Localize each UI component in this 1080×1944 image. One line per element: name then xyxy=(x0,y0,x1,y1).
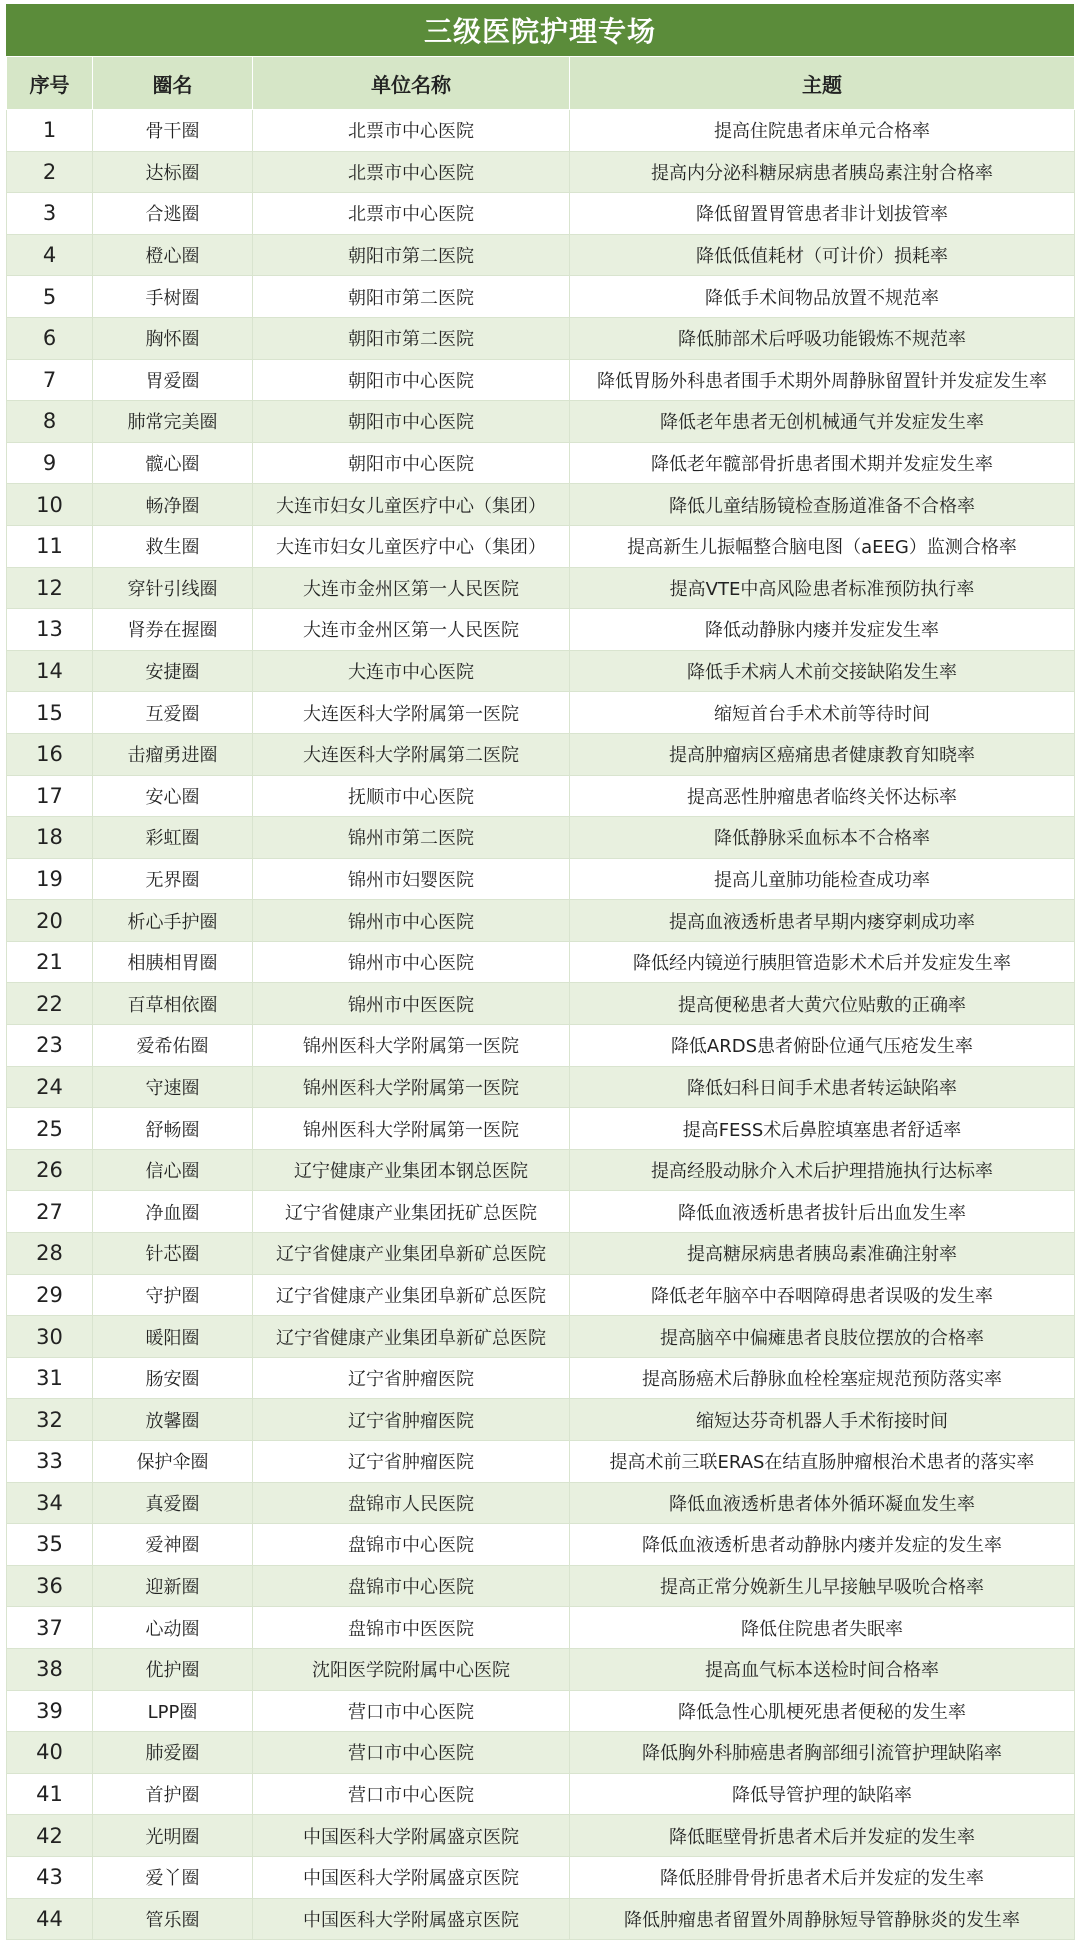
table-row xyxy=(7,1524,1075,1566)
table-row xyxy=(7,1399,1075,1441)
table-row xyxy=(7,484,1075,526)
cell-topic: 降低胃肠外科患者围手术期外周静脉留置针并发症发生率 xyxy=(570,359,1075,401)
cell-circle-name: 真爱圈 xyxy=(93,1482,253,1524)
table-row xyxy=(7,983,1075,1025)
cell-circle-name: 无界圈 xyxy=(93,858,253,900)
cell-circle-name: 胃爱圈 xyxy=(93,359,253,401)
cell-circle-name: 互爱圈 xyxy=(93,692,253,734)
cell-index: 14 xyxy=(7,650,93,692)
cell-unit-name: 锦州市中心医院 xyxy=(253,941,570,983)
cell-topic: 降低胫腓骨骨折患者术后并发症的发生率 xyxy=(570,1856,1075,1898)
cell-index: 9 xyxy=(7,442,93,484)
table-row xyxy=(7,567,1075,609)
cell-index: 24 xyxy=(7,1066,93,1108)
cell-index: 41 xyxy=(7,1773,93,1815)
cell-circle-name: 爱丫圈 xyxy=(93,1856,253,1898)
cell-unit-name: 营口市中心医院 xyxy=(253,1690,570,1732)
cell-circle-name: 穿针引线圈 xyxy=(93,567,253,609)
cell-index: 43 xyxy=(7,1856,93,1898)
cell-unit-name: 朝阳市第二医院 xyxy=(253,317,570,359)
cell-unit-name: 中国医科大学附属盛京医院 xyxy=(253,1815,570,1857)
cell-circle-name: 手树圈 xyxy=(93,276,253,318)
cell-circle-name: 优护圈 xyxy=(93,1648,253,1690)
table-row xyxy=(7,193,1075,235)
cell-unit-name: 营口市中心医院 xyxy=(253,1732,570,1774)
cell-index: 10 xyxy=(7,484,93,526)
table-row xyxy=(7,817,1075,859)
table-header-row xyxy=(7,57,1075,110)
cell-unit-name: 锦州市妇婴医院 xyxy=(253,858,570,900)
table-row xyxy=(7,110,1075,152)
table-row xyxy=(7,1233,1075,1275)
cell-unit-name: 北票市中心医院 xyxy=(253,110,570,152)
table-row xyxy=(7,1274,1075,1316)
cell-index: 6 xyxy=(7,317,93,359)
cell-index: 17 xyxy=(7,775,93,817)
column-header-index: 序号 xyxy=(7,57,93,110)
cell-topic: 提高术前三联ERAS在结直肠肿瘤根治术患者的落实率 xyxy=(570,1441,1075,1483)
table-row xyxy=(7,317,1075,359)
table-row xyxy=(7,442,1075,484)
cell-index: 22 xyxy=(7,983,93,1025)
cell-circle-name: 暖阳圈 xyxy=(93,1316,253,1358)
table-body xyxy=(7,110,1075,1940)
cell-circle-name: 守护圈 xyxy=(93,1274,253,1316)
cell-topic: 降低经内镜逆行胰胆管造影术术后并发症发生率 xyxy=(570,941,1075,983)
cell-index: 42 xyxy=(7,1815,93,1857)
table-row xyxy=(7,1856,1075,1898)
table-row xyxy=(7,1066,1075,1108)
cell-circle-name: LPP圈 xyxy=(93,1690,253,1732)
table-row xyxy=(7,692,1075,734)
table-row xyxy=(7,1357,1075,1399)
cell-topic: 降低手术间物品放置不规范率 xyxy=(570,276,1075,318)
cell-index: 33 xyxy=(7,1441,93,1483)
cell-circle-name: 胸怀圈 xyxy=(93,317,253,359)
cell-topic: 提高恶性肿瘤患者临终关怀达标率 xyxy=(570,775,1075,817)
cell-circle-name: 心动圈 xyxy=(93,1607,253,1649)
cell-circle-name: 达标圈 xyxy=(93,151,253,193)
cell-unit-name: 大连医科大学附属第二医院 xyxy=(253,733,570,775)
cell-topic: 缩短首台手术术前等待时间 xyxy=(570,692,1075,734)
cell-topic: 提高血气标本送检时间合格率 xyxy=(570,1648,1075,1690)
cell-index: 28 xyxy=(7,1233,93,1275)
cell-circle-name: 击瘤勇进圈 xyxy=(93,733,253,775)
cell-index: 26 xyxy=(7,1149,93,1191)
cell-index: 44 xyxy=(7,1898,93,1940)
cell-circle-name: 肾券在握圈 xyxy=(93,609,253,651)
table-row xyxy=(7,1815,1075,1857)
cell-index: 35 xyxy=(7,1524,93,1566)
cell-topic: 提高内分泌科糖尿病患者胰岛素注射合格率 xyxy=(570,151,1075,193)
cell-circle-name: 首护圈 xyxy=(93,1773,253,1815)
table-row xyxy=(7,1648,1075,1690)
cell-unit-name: 中国医科大学附属盛京医院 xyxy=(253,1856,570,1898)
cell-index: 34 xyxy=(7,1482,93,1524)
cell-unit-name: 大连市金州区第一人民医院 xyxy=(253,609,570,651)
cell-unit-name: 大连市妇女儿童医疗中心（集团） xyxy=(253,525,570,567)
table-row xyxy=(7,1108,1075,1150)
table-row xyxy=(7,1316,1075,1358)
cell-topic: 降低低值耗材（可计价）损耗率 xyxy=(570,234,1075,276)
table-row xyxy=(7,276,1075,318)
cell-topic: 降低儿童结肠镜检查肠道准备不合格率 xyxy=(570,484,1075,526)
cell-topic: 降低老年髋部骨折患者围术期并发症发生率 xyxy=(570,442,1075,484)
cell-index: 25 xyxy=(7,1108,93,1150)
cell-circle-name: 百草相依圈 xyxy=(93,983,253,1025)
cell-index: 21 xyxy=(7,941,93,983)
table-row xyxy=(7,1149,1075,1191)
cell-circle-name: 净血圈 xyxy=(93,1191,253,1233)
table-row xyxy=(7,1690,1075,1732)
cell-topic: 提高正常分娩新生儿早接触早吸吮合格率 xyxy=(570,1565,1075,1607)
cell-circle-name: 肠安圈 xyxy=(93,1357,253,1399)
cell-topic: 降低手术病人术前交接缺陷发生率 xyxy=(570,650,1075,692)
cell-unit-name: 辽宁省肿瘤医院 xyxy=(253,1399,570,1441)
cell-unit-name: 大连医科大学附属第一医院 xyxy=(253,692,570,734)
cell-unit-name: 辽宁省健康产业集团阜新矿总医院 xyxy=(253,1316,570,1358)
cell-unit-name: 朝阳市中心医院 xyxy=(253,442,570,484)
cell-topic: 降低眶壁骨折患者术后并发症的发生率 xyxy=(570,1815,1075,1857)
cell-circle-name: 析心手护圈 xyxy=(93,900,253,942)
table-row xyxy=(7,1191,1075,1233)
cell-index: 39 xyxy=(7,1690,93,1732)
cell-index: 8 xyxy=(7,401,93,443)
cell-unit-name: 辽宁省健康产业集团抚矿总医院 xyxy=(253,1191,570,1233)
column-header-unit-name: 单位名称 xyxy=(253,57,570,110)
project-table xyxy=(6,56,1075,1940)
cell-topic: 提高住院患者床单元合格率 xyxy=(570,110,1075,152)
cell-circle-name: 爱希佑圈 xyxy=(93,1025,253,1067)
cell-topic: 降低导管护理的缺陷率 xyxy=(570,1773,1075,1815)
cell-index: 13 xyxy=(7,609,93,651)
cell-index: 37 xyxy=(7,1607,93,1649)
cell-circle-name: 针芯圈 xyxy=(93,1233,253,1275)
cell-topic: 缩短达芬奇机器人手术衔接时间 xyxy=(570,1399,1075,1441)
cell-topic: 降低胸外科肺癌患者胸部细引流管护理缺陷率 xyxy=(570,1732,1075,1774)
cell-topic: 降低留置胃管患者非计划拔管率 xyxy=(570,193,1075,235)
cell-circle-name: 安心圈 xyxy=(93,775,253,817)
cell-topic: 降低血液透析患者体外循环凝血发生率 xyxy=(570,1482,1075,1524)
cell-unit-name: 北票市中心医院 xyxy=(253,151,570,193)
cell-circle-name: 信心圈 xyxy=(93,1149,253,1191)
cell-unit-name: 中国医科大学附属盛京医院 xyxy=(253,1898,570,1940)
cell-topic: 提高便秘患者大黄穴位贴敷的正确率 xyxy=(570,983,1075,1025)
cell-index: 20 xyxy=(7,900,93,942)
cell-topic: 提高新生儿振幅整合脑电图（aEEG）监测合格率 xyxy=(570,525,1075,567)
cell-circle-name: 畅净圈 xyxy=(93,484,253,526)
table-row xyxy=(7,401,1075,443)
cell-index: 32 xyxy=(7,1399,93,1441)
cell-circle-name: 救生圈 xyxy=(93,525,253,567)
table-row xyxy=(7,1025,1075,1067)
cell-unit-name: 盘锦市人民医院 xyxy=(253,1482,570,1524)
page-title: 三级医院护理专场 xyxy=(6,4,1074,56)
cell-circle-name: 安捷圈 xyxy=(93,650,253,692)
cell-unit-name: 大连市金州区第一人民医院 xyxy=(253,567,570,609)
cell-index: 19 xyxy=(7,858,93,900)
cell-index: 11 xyxy=(7,525,93,567)
cell-index: 29 xyxy=(7,1274,93,1316)
cell-topic: 降低血液透析患者拔针后出血发生率 xyxy=(570,1191,1075,1233)
cell-unit-name: 盘锦市中医医院 xyxy=(253,1607,570,1649)
cell-unit-name: 朝阳市中心医院 xyxy=(253,401,570,443)
column-header-circle-name: 圈名 xyxy=(93,57,253,110)
cell-circle-name: 爱神圈 xyxy=(93,1524,253,1566)
cell-circle-name: 管乐圈 xyxy=(93,1898,253,1940)
cell-unit-name: 盘锦市中心医院 xyxy=(253,1565,570,1607)
cell-circle-name: 迎新圈 xyxy=(93,1565,253,1607)
cell-topic: 提高血液透析患者早期内瘘穿刺成功率 xyxy=(570,900,1075,942)
cell-topic: 降低妇科日间手术患者转运缺陷率 xyxy=(570,1066,1075,1108)
cell-unit-name: 辽宁省健康产业集团阜新矿总医院 xyxy=(253,1274,570,1316)
table-row xyxy=(7,733,1075,775)
cell-unit-name: 锦州医科大学附属第一医院 xyxy=(253,1025,570,1067)
cell-index: 36 xyxy=(7,1565,93,1607)
table-row xyxy=(7,1482,1075,1524)
cell-circle-name: 髋心圈 xyxy=(93,442,253,484)
table-row xyxy=(7,1732,1075,1774)
cell-unit-name: 盘锦市中心医院 xyxy=(253,1524,570,1566)
cell-index: 30 xyxy=(7,1316,93,1358)
cell-topic: 提高肿瘤病区癌痛患者健康教育知晓率 xyxy=(570,733,1075,775)
cell-index: 12 xyxy=(7,567,93,609)
cell-unit-name: 锦州市第二医院 xyxy=(253,817,570,859)
cell-unit-name: 营口市中心医院 xyxy=(253,1773,570,1815)
cell-topic: 提高儿童肺功能检查成功率 xyxy=(570,858,1075,900)
table-row xyxy=(7,1441,1075,1483)
cell-topic: 提高脑卒中偏瘫患者良肢位摆放的合格率 xyxy=(570,1316,1075,1358)
cell-index: 27 xyxy=(7,1191,93,1233)
cell-topic: 降低肿瘤患者留置外周静脉短导管静脉炎的发生率 xyxy=(570,1898,1075,1940)
cell-topic: 降低肺部术后呼吸功能锻炼不规范率 xyxy=(570,317,1075,359)
cell-topic: 提高经股动脉介入术后护理措施执行达标率 xyxy=(570,1149,1075,1191)
cell-unit-name: 抚顺市中心医院 xyxy=(253,775,570,817)
cell-index: 31 xyxy=(7,1357,93,1399)
cell-index: 15 xyxy=(7,692,93,734)
cell-index: 5 xyxy=(7,276,93,318)
table-row xyxy=(7,650,1075,692)
cell-unit-name: 北票市中心医院 xyxy=(253,193,570,235)
cell-unit-name: 朝阳市中心医院 xyxy=(253,359,570,401)
table-row xyxy=(7,900,1075,942)
cell-unit-name: 大连市妇女儿童医疗中心（集团） xyxy=(253,484,570,526)
table-row xyxy=(7,1565,1075,1607)
cell-circle-name: 合逃圈 xyxy=(93,193,253,235)
cell-topic: 提高FESS术后鼻腔填塞患者舒适率 xyxy=(570,1108,1075,1150)
cell-unit-name: 朝阳市第二医院 xyxy=(253,276,570,318)
table-row xyxy=(7,609,1075,651)
cell-topic: 降低动静脉内瘘并发症发生率 xyxy=(570,609,1075,651)
cell-circle-name: 保护伞圈 xyxy=(93,1441,253,1483)
cell-index: 1 xyxy=(7,110,93,152)
cell-circle-name: 肺常完美圈 xyxy=(93,401,253,443)
table-row xyxy=(7,858,1075,900)
cell-unit-name: 辽宁省肿瘤医院 xyxy=(253,1441,570,1483)
column-header-topic: 主题 xyxy=(570,57,1075,110)
nursing-table-sheet xyxy=(6,4,1074,1940)
cell-topic: 提高肠癌术后静脉血栓栓塞症规范预防落实率 xyxy=(570,1357,1075,1399)
cell-index: 2 xyxy=(7,151,93,193)
cell-topic: 降低老年脑卒中吞咽障碍患者误吸的发生率 xyxy=(570,1274,1075,1316)
cell-unit-name: 大连市中心医院 xyxy=(253,650,570,692)
cell-unit-name: 辽宁省健康产业集团阜新矿总医院 xyxy=(253,1233,570,1275)
cell-circle-name: 肺爱圈 xyxy=(93,1732,253,1774)
cell-index: 3 xyxy=(7,193,93,235)
cell-index: 7 xyxy=(7,359,93,401)
cell-topic: 降低老年患者无创机械通气并发症发生率 xyxy=(570,401,1075,443)
cell-circle-name: 橙心圈 xyxy=(93,234,253,276)
cell-topic: 降低住院患者失眠率 xyxy=(570,1607,1075,1649)
cell-topic: 降低急性心肌梗死患者便秘的发生率 xyxy=(570,1690,1075,1732)
table-row xyxy=(7,234,1075,276)
cell-index: 18 xyxy=(7,817,93,859)
cell-circle-name: 放馨圈 xyxy=(93,1399,253,1441)
table-row xyxy=(7,1773,1075,1815)
cell-unit-name: 锦州市中医医院 xyxy=(253,983,570,1025)
table-row xyxy=(7,151,1075,193)
cell-circle-name: 守速圈 xyxy=(93,1066,253,1108)
cell-unit-name: 辽宁省肿瘤医院 xyxy=(253,1357,570,1399)
table-row xyxy=(7,359,1075,401)
cell-circle-name: 相胰相胃圈 xyxy=(93,941,253,983)
cell-index: 40 xyxy=(7,1732,93,1774)
table-row xyxy=(7,1898,1075,1940)
table-row xyxy=(7,525,1075,567)
cell-circle-name: 舒畅圈 xyxy=(93,1108,253,1150)
cell-topic: 降低静脉采血标本不合格率 xyxy=(570,817,1075,859)
cell-index: 16 xyxy=(7,733,93,775)
cell-unit-name: 锦州医科大学附属第一医院 xyxy=(253,1066,570,1108)
cell-circle-name: 骨干圈 xyxy=(93,110,253,152)
cell-topic: 降低血液透析患者动静脉内瘘并发症的发生率 xyxy=(570,1524,1075,1566)
cell-topic: 降低ARDS患者俯卧位通气压疮发生率 xyxy=(570,1025,1075,1067)
cell-unit-name: 锦州医科大学附属第一医院 xyxy=(253,1108,570,1150)
cell-unit-name: 朝阳市第二医院 xyxy=(253,234,570,276)
cell-index: 38 xyxy=(7,1648,93,1690)
cell-index: 4 xyxy=(7,234,93,276)
cell-topic: 提高VTE中高风险患者标准预防执行率 xyxy=(570,567,1075,609)
cell-index: 23 xyxy=(7,1025,93,1067)
cell-circle-name: 彩虹圈 xyxy=(93,817,253,859)
cell-circle-name: 光明圈 xyxy=(93,1815,253,1857)
cell-unit-name: 锦州市中心医院 xyxy=(253,900,570,942)
cell-unit-name: 沈阳医学院附属中心医院 xyxy=(253,1648,570,1690)
table-row xyxy=(7,1607,1075,1649)
cell-topic: 提高糖尿病患者胰岛素准确注射率 xyxy=(570,1233,1075,1275)
table-row xyxy=(7,775,1075,817)
cell-unit-name: 辽宁健康产业集团本钢总医院 xyxy=(253,1149,570,1191)
table-row xyxy=(7,941,1075,983)
